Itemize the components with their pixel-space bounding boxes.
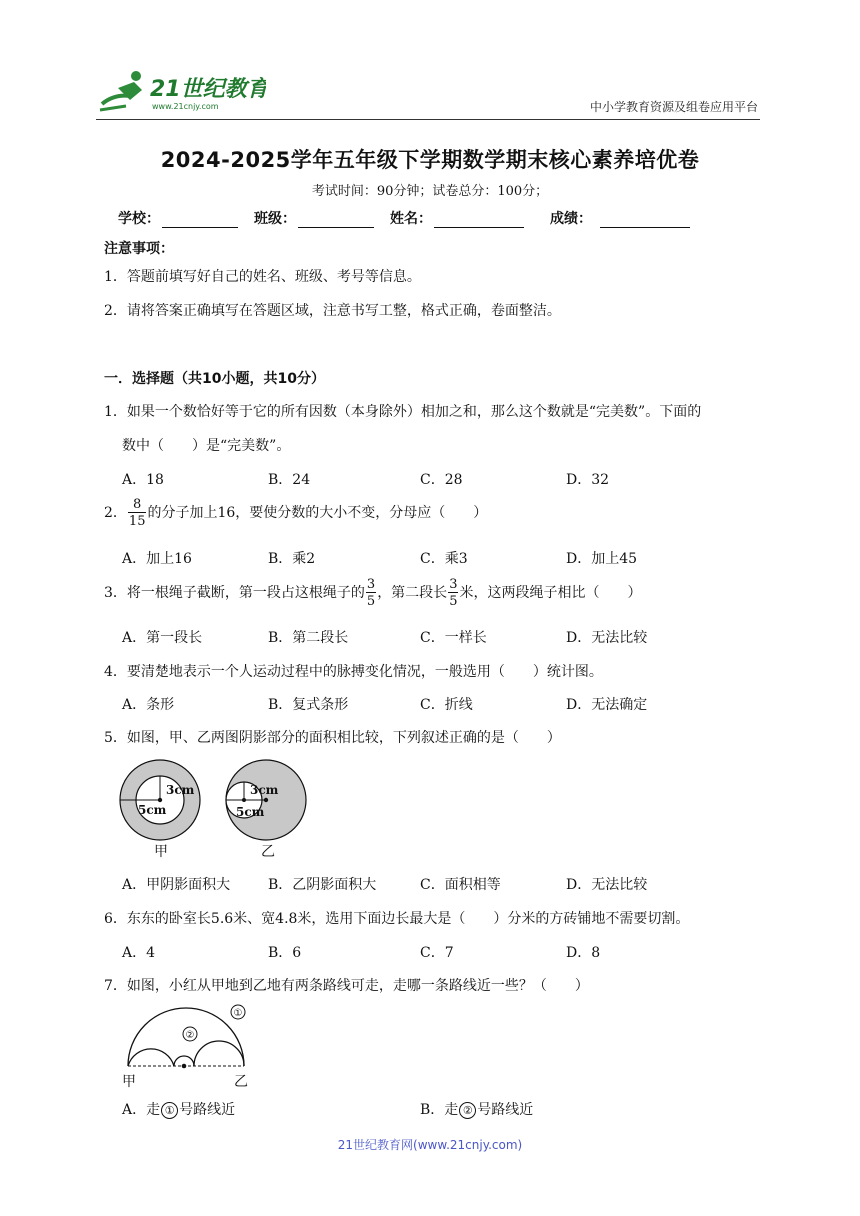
q3-frac2-num: 3 <box>449 577 458 592</box>
logo-text: 21世纪教育 <box>150 77 266 102</box>
exam-info: 考试时间：90分钟；试卷总分：100分； <box>311 184 549 199</box>
q5-option-a[interactable]: A．甲阴影面积大 <box>122 877 231 893</box>
q1-option-a[interactable]: A．18 <box>122 472 164 488</box>
q3-part1: 3．将一根绳子截断，第一段占这根绳子的 <box>104 585 365 601</box>
q3-fraction-2 <box>448 578 458 608</box>
name-field[interactable] <box>390 208 524 228</box>
q7-option-b[interactable] <box>420 1099 533 1119</box>
question-5: 5．如图，甲、乙两图阴影部分的面积相比较，下列叙述正确的是（ ） <box>104 730 561 746</box>
q5-option-d[interactable]: D．无法比较 <box>566 877 648 893</box>
q6-option-d[interactable]: D．8 <box>566 945 601 961</box>
q5-figure <box>118 758 318 864</box>
q2-text: 的分子加上16，要使分数的大小不变，分母应（ ） <box>147 505 488 521</box>
question-6: 6．东东的卧室长5.6米、宽4.8米，选用下面边长最大是（ ）分米的方砖铺地不需要切割。 <box>104 911 690 927</box>
logo-url: www.21cnjy.com <box>152 102 219 111</box>
q4-option-d[interactable]: D．无法确定 <box>566 697 648 713</box>
q3-option-d[interactable]: D．无法比较 <box>566 630 648 646</box>
q2-frac-num: 8 <box>128 498 147 513</box>
question-4: 4．要清楚地表示一个人运动过程中的脉搏变化情况，一般选用（ ）统计图。 <box>104 664 603 680</box>
q1-option-b[interactable]: B．24 <box>268 472 311 488</box>
q3-part3: 米，这两段绳子相比（ ） <box>459 585 642 601</box>
question-3 <box>104 578 641 608</box>
q5-b-large-radius: 5cm <box>236 805 265 819</box>
q3-frac1-num: 3 <box>366 577 376 592</box>
q4-option-c[interactable]: C．折线 <box>420 697 473 713</box>
school-blank[interactable] <box>162 213 238 228</box>
q5-option-b[interactable]: B．乙阴影面积大 <box>268 877 377 893</box>
school-label: 学校： <box>118 211 160 227</box>
q4-option-a[interactable]: A．条形 <box>122 697 175 713</box>
footer-link[interactable]: 21世纪教育网(www.21cnjy.com) <box>337 1138 523 1152</box>
q5-b-small-radius: 3cm <box>250 783 279 797</box>
page-title: 2024-2025学年五年级下学期数学期末核心素养培优卷 <box>160 148 700 172</box>
q1-option-d[interactable]: D．32 <box>566 472 610 488</box>
header-divider <box>96 119 760 120</box>
q4-option-b[interactable]: B．复式条形 <box>268 697 349 713</box>
q2-option-b[interactable]: B．乘2 <box>268 551 316 567</box>
class-field[interactable] <box>254 208 374 228</box>
q3-option-a[interactable]: A．第一段长 <box>122 630 203 646</box>
q6-option-b[interactable]: B．6 <box>268 945 302 961</box>
q5-label-b: 乙 <box>261 844 275 860</box>
q5-a-large-radius: 5cm <box>138 803 167 817</box>
q2-prefix: 2． <box>104 505 127 521</box>
q7-start-label: 甲 <box>122 1074 136 1090</box>
school-field[interactable] <box>118 208 238 228</box>
q3-frac2-den: 5 <box>449 594 458 609</box>
score-blank[interactable] <box>600 213 690 228</box>
q7-option-b-suffix: 号路线近 <box>477 1102 534 1118</box>
class-label: 班级： <box>254 211 296 227</box>
route-1-icon: ① <box>161 1102 178 1119</box>
q6-option-c[interactable]: C．7 <box>420 945 454 961</box>
q3-part2: ，第二段长 <box>377 585 448 601</box>
notice-item: 2．请将答案正确填写在答题区域，注意书写工整，格式正确，卷面整洁。 <box>104 303 561 319</box>
q3-fraction-1 <box>366 578 376 608</box>
logo-graphic <box>96 66 266 114</box>
score-field[interactable] <box>550 208 690 228</box>
question-7: 7．如图，小红从甲地到乙地有两条路线可走，走哪一条路线近一些？（ ） <box>104 978 589 994</box>
circles-figure <box>118 758 318 864</box>
score-label: 成绩： <box>550 211 592 227</box>
q2-option-d[interactable]: D．加上45 <box>566 551 638 567</box>
q3-option-c[interactable]: C．一样长 <box>420 630 487 646</box>
q7-option-a-suffix: 号路线近 <box>179 1102 236 1118</box>
q5-a-small-radius: 3cm <box>166 783 195 797</box>
notice-heading: 注意事项： <box>104 241 174 257</box>
routes-figure <box>118 1000 258 1092</box>
q7-option-a-prefix: A．走 <box>122 1102 161 1118</box>
q2-option-c[interactable]: C．乘3 <box>420 551 468 567</box>
name-blank[interactable] <box>434 213 524 228</box>
q7-end-label: 乙 <box>234 1074 248 1090</box>
notice-item: 1．答题前填写好自己的姓名、班级、考号等信息。 <box>104 269 421 285</box>
logo <box>96 66 266 114</box>
route-1-label: ① <box>233 1008 243 1019</box>
q2-option-a[interactable]: A．加上16 <box>122 551 192 567</box>
name-label: 姓名： <box>390 211 432 227</box>
route-2-label: ② <box>185 1030 195 1041</box>
q7-option-a[interactable] <box>122 1099 235 1119</box>
platform-label: 中小学教育资源及组卷应用平台 <box>589 100 758 114</box>
route-2-icon: ② <box>459 1102 476 1119</box>
section-heading: 一．选择题（共10小题，共10分） <box>104 371 325 387</box>
q6-option-a[interactable]: A．4 <box>122 945 156 961</box>
q2-fraction <box>128 498 147 528</box>
question-2 <box>104 498 487 528</box>
q5-label-a: 甲 <box>154 844 168 860</box>
q3-option-b[interactable]: B．第二段长 <box>268 630 349 646</box>
q2-frac-den: 15 <box>128 514 146 529</box>
q7-figure <box>118 1000 258 1092</box>
question-1-line2: 数中（ ）是“完美数”。 <box>122 438 291 454</box>
q3-frac1-den: 5 <box>366 594 376 609</box>
class-blank[interactable] <box>298 213 374 228</box>
q7-option-b-prefix: B．走 <box>420 1102 459 1118</box>
q5-option-c[interactable]: C．面积相等 <box>420 877 501 893</box>
question-1-line1: 1．如果一个数恰好等于它的所有因数（本身除外）相加之和，那么这个数就是“完美数”。下面的 <box>104 404 702 420</box>
q1-option-c[interactable]: C．28 <box>420 472 463 488</box>
